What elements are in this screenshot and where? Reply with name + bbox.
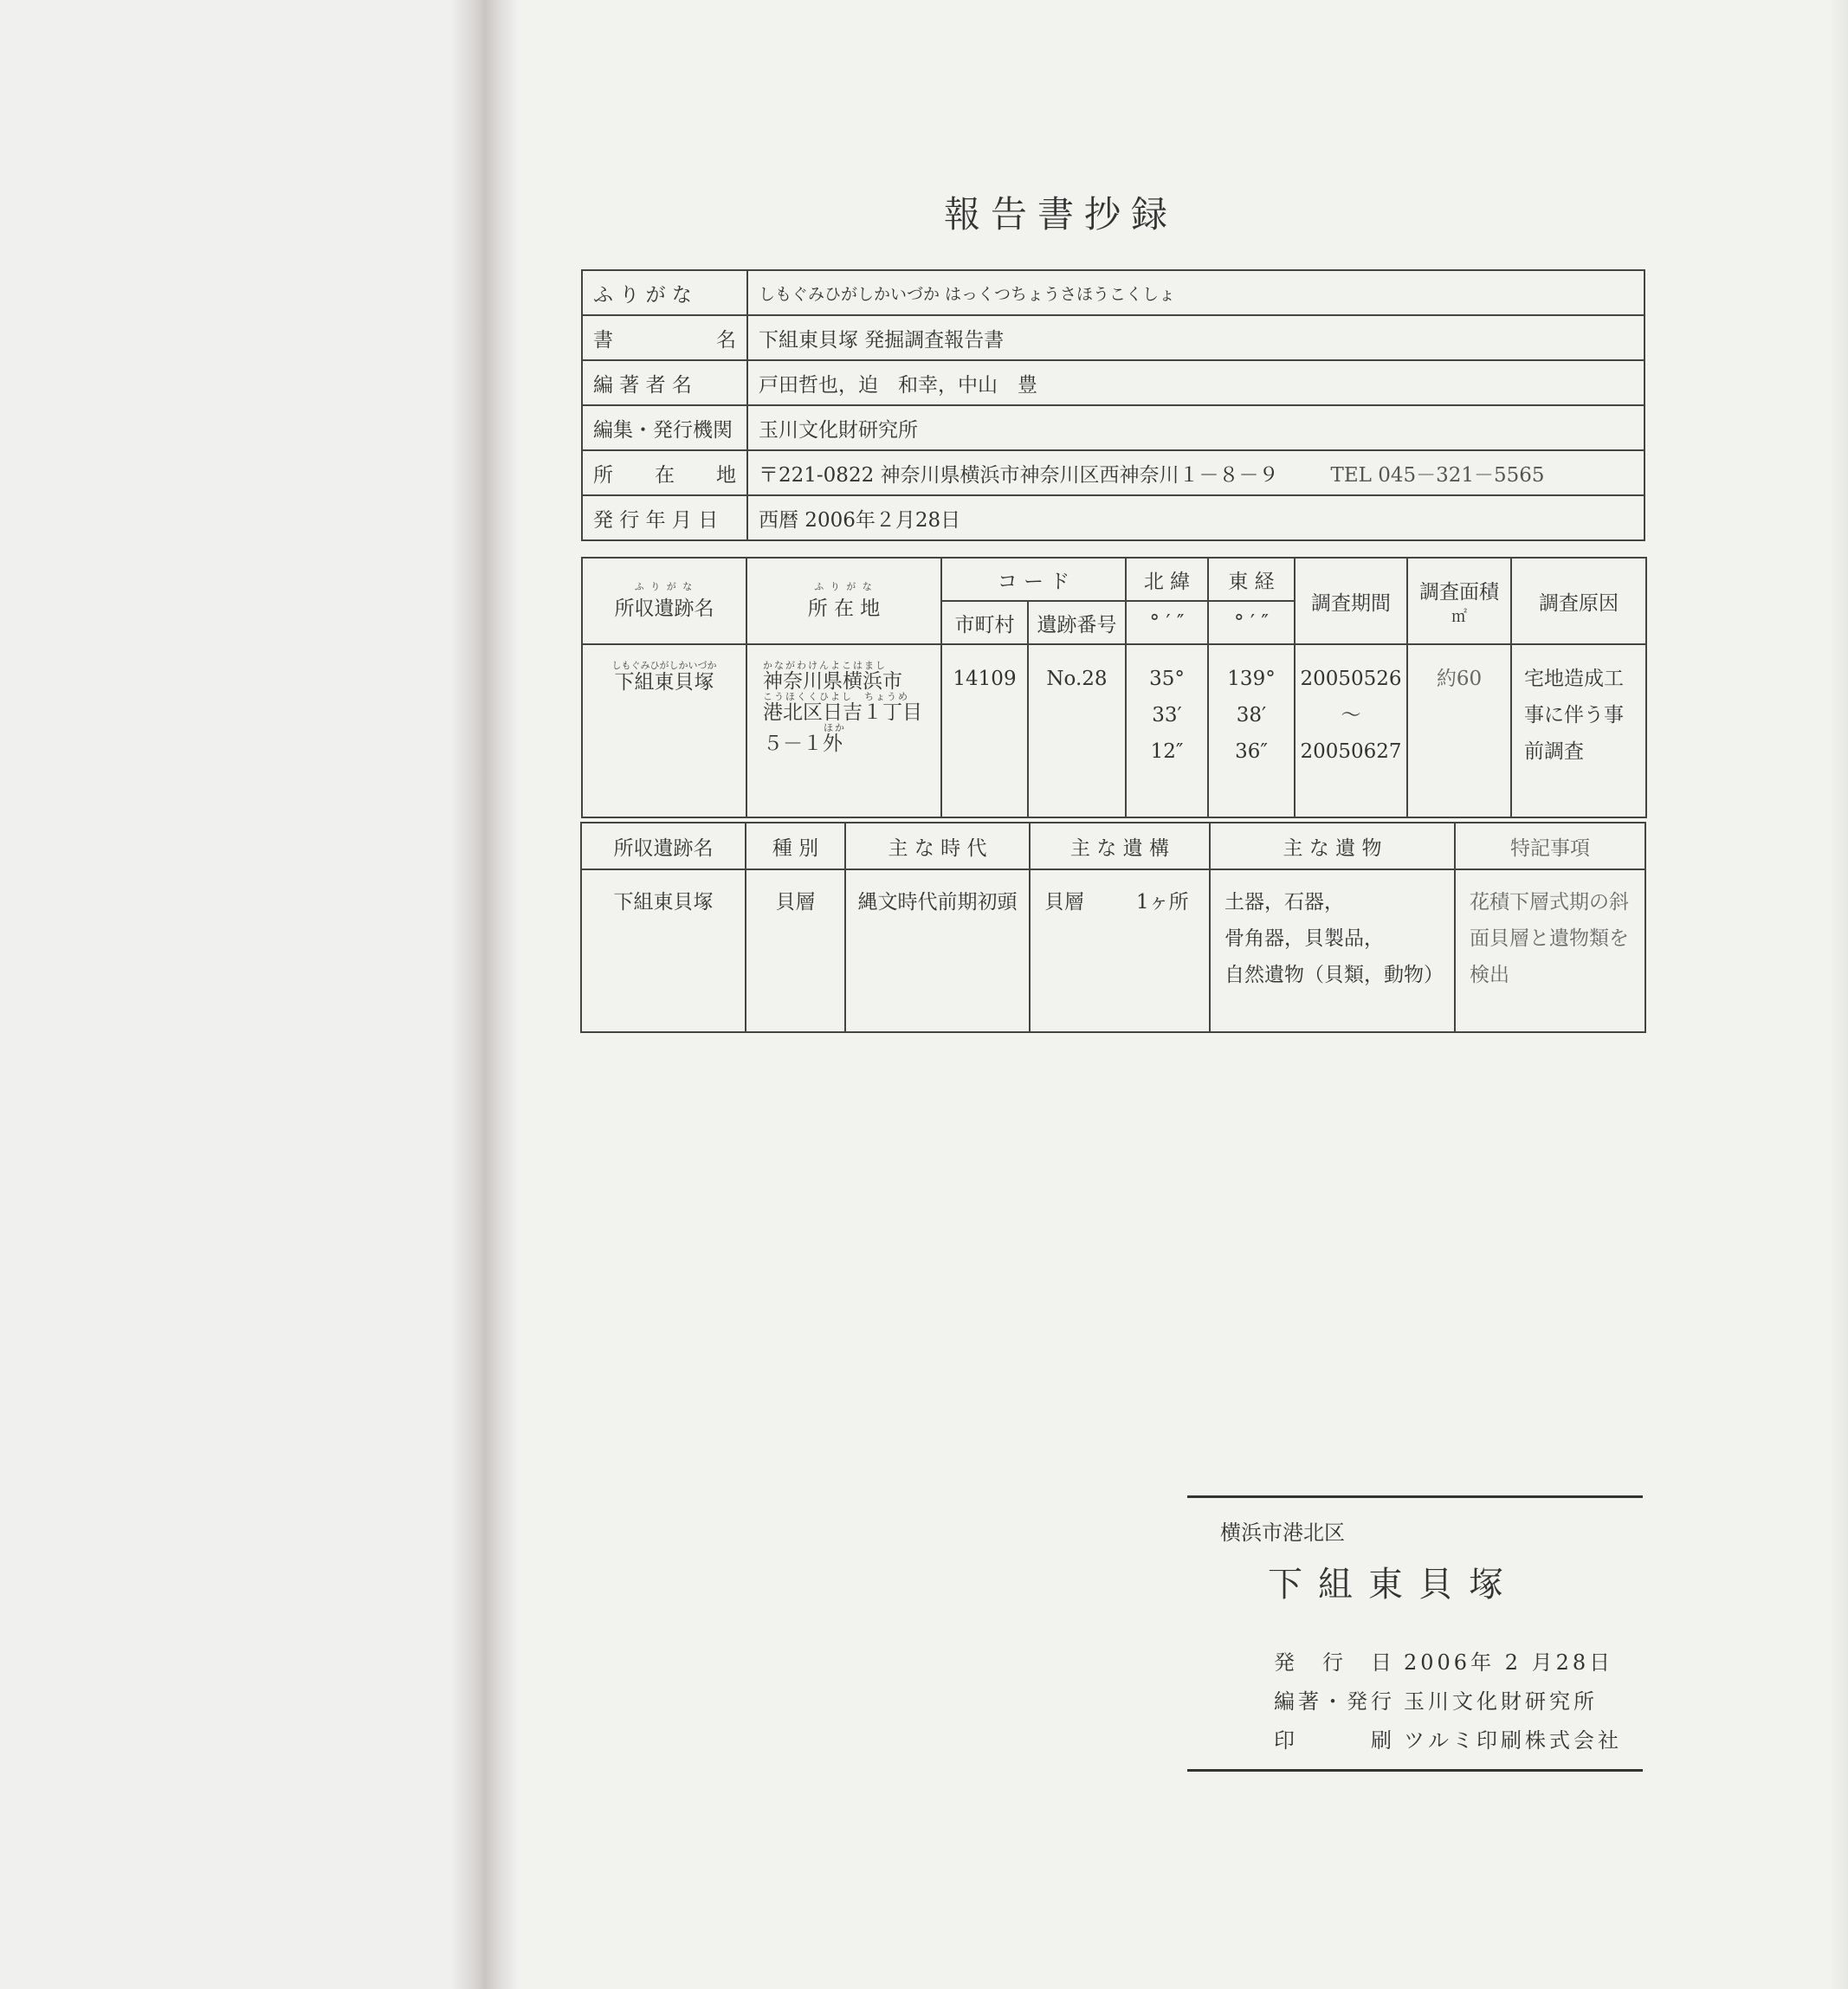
label-char: 在	[655, 463, 675, 487]
page-title: 報告書抄録	[944, 193, 1179, 236]
municipality-cell: 14109	[941, 644, 1028, 817]
code-header: コ ー ド	[941, 558, 1126, 601]
finds-site-header: 所収遺跡名	[581, 823, 746, 869]
header-text: 所 在 地	[807, 597, 881, 620]
site-name-header	[582, 558, 746, 644]
latitude-unit: ° ′ ″	[1126, 601, 1208, 644]
finds-features-cell	[1030, 869, 1210, 1032]
finds-features-header: 主 な 遺 構	[1030, 823, 1210, 869]
unit-text: ㎡	[1451, 607, 1467, 626]
notes-line: 花積下層式期の斜	[1470, 891, 1629, 914]
finds-notes-cell	[1455, 869, 1645, 1032]
colophon-place: 横浜市港北区	[1220, 1521, 1345, 1545]
title-label	[582, 315, 747, 360]
finds-data-row	[581, 869, 1645, 1032]
issue-label: 発 行 日	[1274, 1650, 1395, 1675]
publisher-label: 編集・発行機関	[582, 405, 747, 450]
header-text: 調査面積	[1419, 580, 1499, 604]
reason-header: 調査原因	[1511, 558, 1646, 644]
furigana-label	[582, 270, 747, 315]
lat-sec: 12″	[1150, 740, 1184, 763]
colophon-printer-row	[1274, 1723, 1622, 1753]
ruby-text: ふ り が な	[814, 580, 874, 592]
value-text: しもぐみひがしかいづか はっくつちょうさほうこくしょ	[759, 284, 1176, 304]
location-line: ５－１外	[763, 733, 843, 755]
finds-era-header: 主 な 時 代	[845, 823, 1030, 869]
location-line: 神奈川県横浜市	[763, 670, 902, 693]
furigana-row	[582, 270, 1644, 315]
label-char: 地	[716, 463, 736, 487]
report-info-table	[581, 269, 1645, 541]
authors-label: 編 著 者 名	[582, 360, 747, 405]
lat-deg: 35°	[1149, 668, 1185, 690]
reason-line: 宅地造成工	[1524, 668, 1624, 690]
site-name-cell	[582, 644, 746, 817]
location-line: 港北区日吉１丁目	[763, 701, 922, 724]
reason-cell	[1511, 644, 1646, 817]
municipality-header: 市町村	[941, 601, 1028, 644]
ruby-text: ほか	[824, 722, 846, 733]
period-sep: 〜	[1341, 704, 1361, 727]
site-data-row	[582, 644, 1646, 817]
printer-label: 印 刷	[1274, 1728, 1395, 1753]
colophon-bottom-rule	[1187, 1769, 1643, 1772]
address-label	[582, 450, 747, 495]
authors-value: 戸田哲也，迫 和幸，中山 豊	[747, 360, 1644, 405]
longitude-cell	[1208, 644, 1295, 817]
site-name-text: 下組東貝塚	[614, 671, 714, 694]
publisher-row	[582, 405, 1644, 450]
label-text: ふ り が な	[593, 283, 692, 307]
title-row	[582, 315, 1644, 360]
address-row	[582, 450, 1644, 495]
latitude-cell	[1126, 644, 1208, 817]
artifacts-line: 自然遺物（貝類，動物）	[1224, 964, 1444, 986]
area-header	[1407, 558, 1511, 644]
colophon-issue-row	[1274, 1645, 1613, 1676]
artifacts-line: 骨角器，貝製品，	[1224, 927, 1384, 950]
period-header: 調査期間	[1295, 558, 1407, 644]
label-char: 所	[593, 463, 613, 487]
page-edge	[1829, 0, 1848, 1989]
period-start: 20050526	[1300, 668, 1402, 690]
area-cell: 約60	[1407, 644, 1511, 817]
finds-type-header: 種 別	[746, 823, 845, 869]
book-gutter	[450, 0, 520, 1989]
location-cell	[746, 644, 941, 817]
publisher-label: 編著・発行	[1274, 1689, 1395, 1714]
finds-era-cell: 縄文時代前期初頭	[845, 869, 1030, 1032]
latitude-header: 北 緯	[1126, 558, 1208, 601]
issue-value: 2006年 2 月28日	[1404, 1650, 1614, 1675]
printer-value: ツルミ印刷株式会社	[1404, 1728, 1622, 1753]
date-row	[582, 495, 1644, 540]
publisher-value: 玉川文化財研究所	[747, 405, 1644, 450]
ruby-text: しもぐみひがしかいづか	[611, 660, 717, 671]
left-blank-page	[0, 0, 485, 1989]
artifacts-line: 土器，石器，	[1224, 891, 1344, 914]
period-end: 20050627	[1300, 740, 1402, 763]
ruby-text: かながわけんよこはまし	[763, 660, 887, 671]
site-header-row-1	[582, 558, 1646, 601]
location-header	[746, 558, 941, 644]
date-label: 発 行 年 月 日	[582, 495, 747, 540]
colophon-publisher-row	[1274, 1684, 1598, 1715]
site-number-header: 遺跡番号	[1028, 601, 1126, 644]
notes-line: 面貝層と遺物類を	[1470, 927, 1629, 950]
finds-artifacts-cell	[1210, 869, 1455, 1032]
date-value: 西暦 2006年２月28日	[747, 495, 1644, 540]
finds-type-cell: 貝層	[746, 869, 845, 1032]
ruby-text: ふ り が な	[634, 580, 695, 592]
ruby-text: こうほくくひよし ちょうめ	[763, 691, 909, 702]
authors-row	[582, 360, 1644, 405]
furigana-value	[747, 270, 1644, 315]
notes-line: 検出	[1470, 964, 1509, 986]
finds-notes-header: 特記事項	[1455, 823, 1645, 869]
label-char: 書	[593, 328, 613, 352]
header-text: 所収遺跡名	[614, 597, 714, 620]
features-text: 貝層	[1044, 891, 1084, 914]
features-count: 1ヶ所	[1136, 891, 1189, 914]
tel-text: TEL 045－321－5565	[1330, 463, 1545, 487]
reason-line: 前調査	[1524, 740, 1584, 763]
site-table	[581, 557, 1647, 818]
longitude-unit: ° ′ ″	[1208, 601, 1295, 644]
lat-min: 33′	[1152, 704, 1182, 727]
longitude-header: 東 経	[1208, 558, 1295, 601]
finds-header-row	[581, 823, 1645, 869]
publisher-value: 玉川文化財研究所	[1404, 1689, 1598, 1714]
finds-artifacts-header: 主 な 遺 物	[1210, 823, 1455, 869]
period-cell	[1295, 644, 1407, 817]
colophon-book-title: 下組東貝塚	[1268, 1565, 1519, 1605]
lon-sec: 36″	[1235, 740, 1268, 763]
label-char: 名	[716, 328, 736, 352]
site-number-cell: No.28	[1028, 644, 1126, 817]
finds-table	[580, 822, 1646, 1033]
colophon-top-rule	[1187, 1495, 1643, 1498]
reason-line: 事に伴う事	[1524, 704, 1624, 727]
address-value	[747, 450, 1644, 495]
lon-min: 38′	[1236, 704, 1267, 727]
address-text: 〒221-0822 神奈川県横浜市神奈川区西神奈川１－８－９	[759, 463, 1279, 487]
finds-site-cell: 下組東貝塚	[581, 869, 746, 1032]
lon-deg: 139°	[1227, 668, 1276, 690]
title-value: 下組東貝塚 発掘調査報告書	[747, 315, 1644, 360]
